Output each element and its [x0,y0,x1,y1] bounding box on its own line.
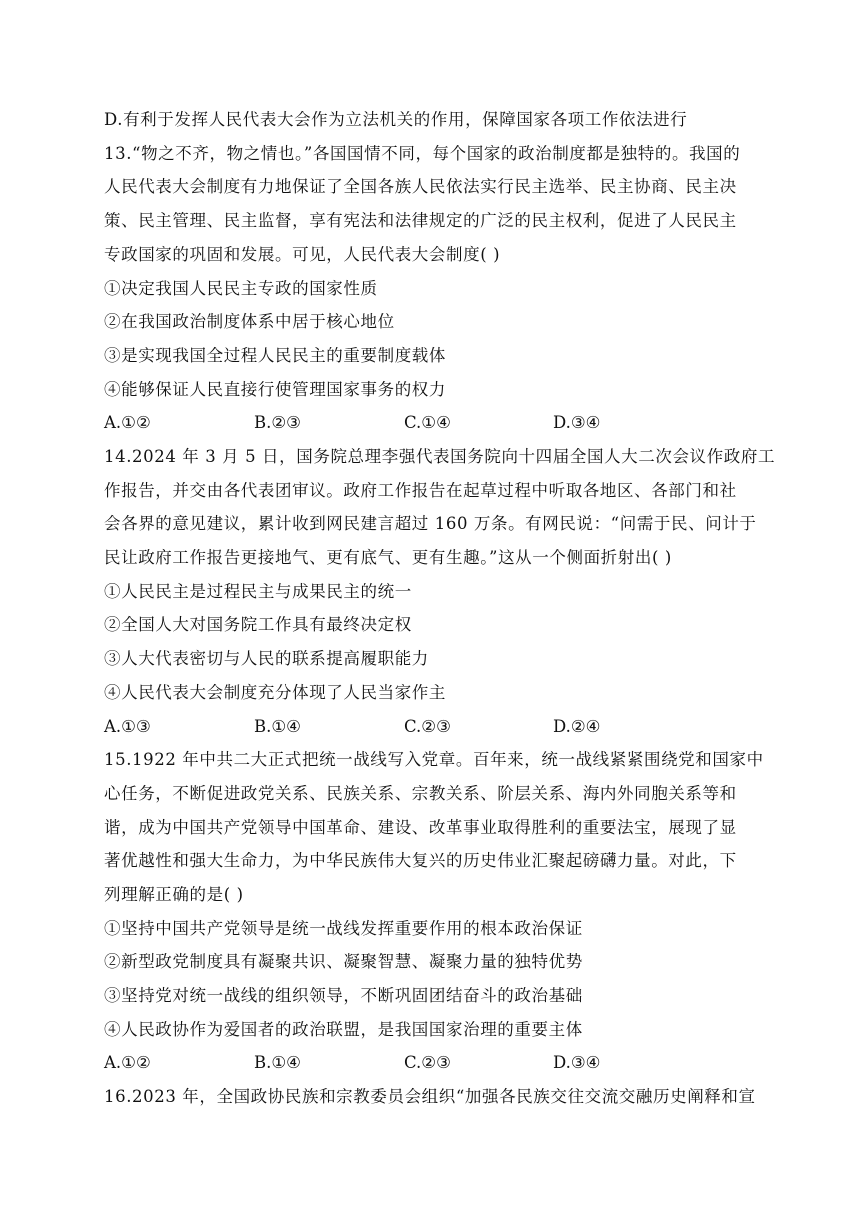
stem-line: 民让政府工作报告更接地气、更有底气、更有生趣。”这从一个侧面折射出( ) [104,548,672,568]
option-c[interactable]: C.②③ [404,1053,451,1073]
statement-3: ③是实现我国全过程人民民主的重要制度载体 [104,345,446,365]
option-d[interactable]: D.②④ [553,716,601,736]
option-b[interactable]: B.②③ [254,413,301,433]
statement-1: ①人民民主是过程民主与成果民主的统一 [104,581,412,601]
answer-options [104,710,770,744]
option-a[interactable]: A.①② [104,1053,151,1073]
statement-3: ③人大代表密切与人民的联系提高履职能力 [104,649,429,669]
statement-2: ②新型政党制度具有凝聚共识、凝聚智慧、凝聚力量的独特优势 [104,952,583,972]
stem-line: 心任务，不断促进政党关系、民族关系、宗教关系、阶层关系、海内外同胞关系等和 [104,783,737,803]
question-14 [104,440,776,743]
stem-line: 策、民主管理、民主监督，享有宪法和法律规定的广泛的民主权利，促进了人民民主 [104,211,737,231]
statement-2: ②在我国政治制度体系中居于核心地位 [104,312,395,332]
question-16-stem-start: 16.2023 年，全国政协民族和宗教委员会组织“加强各民族交往交流交融历史阐释和宣 [104,1087,756,1107]
stem-line: 作报告，并交由各代表团审议。政府工作报告在起草过程中听取各地区、各部门和社 [104,480,737,500]
question-stem [104,137,770,272]
answer-options [104,1046,770,1080]
stem-line: 谐，成为中国共产党领导中国革命、建设、改革事业取得胜利的重要法宝，展现了显 [104,817,737,837]
option-a[interactable]: A.①② [104,413,151,433]
question-13 [104,137,770,440]
statement-4: ④人民代表大会制度充分体现了人民当家作主 [104,682,446,702]
stem-line: 13.“物之不齐，物之情也。”各国国情不同，每个国家的政治制度都是独特的。我国的 [104,143,741,163]
option-b[interactable]: B.①④ [254,716,301,736]
option-c[interactable]: C.①④ [404,413,451,433]
option-d[interactable]: D.③④ [553,413,601,433]
option-d[interactable]: D.③④ [553,1053,601,1073]
stem-line: 会各界的意见建议，累计收到网民建言超过 160 万条。有网民说：“问需于民、问计于 [104,514,757,534]
option-a[interactable]: A.①③ [104,716,151,736]
question-15 [104,743,770,1080]
stem-line: 人民代表大会制度有力地保证了全国各族人民依法实行民主选举、民主协商、民主决 [104,177,737,197]
statement-1: ①坚持中国共产党领导是统一战线发挥重要作用的根本政治保证 [104,918,583,938]
option-c[interactable]: C.②③ [404,716,451,736]
statement-1: ①决定我国人民民主专政的国家性质 [104,278,378,298]
statement-2: ②全国人大对国务院工作具有最终决定权 [104,615,412,635]
option-d-continuation: D.有利于发挥人民代表大会作为立法机关的作用，保障国家各项工作依法进行 [104,110,688,129]
answer-options [104,406,770,440]
statement-4: ④人民政协作为爱国者的政治联盟，是我国国家治理的重要主体 [104,1019,583,1039]
statement-4: ④能够保证人民直接行使管理国家事务的权力 [104,379,446,399]
question-stem [104,440,776,575]
statement-3: ③坚持党对统一战线的组织领导，不断巩固团结奋斗的政治基础 [104,986,583,1006]
stem-line: 专政国家的巩固和发展。可见，人民代表大会制度( ) [104,244,501,264]
option-b[interactable]: B.①④ [254,1053,301,1073]
exam-page [104,103,776,1114]
stem-line: 著优越性和强大生命力，为中华民族伟大复兴的历史伟业汇聚起磅礴力量。对此，下 [104,851,737,871]
stem-line: 列理解正确的是( ) [104,885,244,904]
stem-line: 14.2024 年 3 月 5 日，国务院总理李强代表国务院向十四届全国人大二次会议作政府工 [104,446,776,466]
stem-line: 15.1922 年中共二大正式把统一战线写入党章。百年来，统一战线紧紧围绕党和国家中 [104,750,764,770]
question-stem [104,743,770,912]
